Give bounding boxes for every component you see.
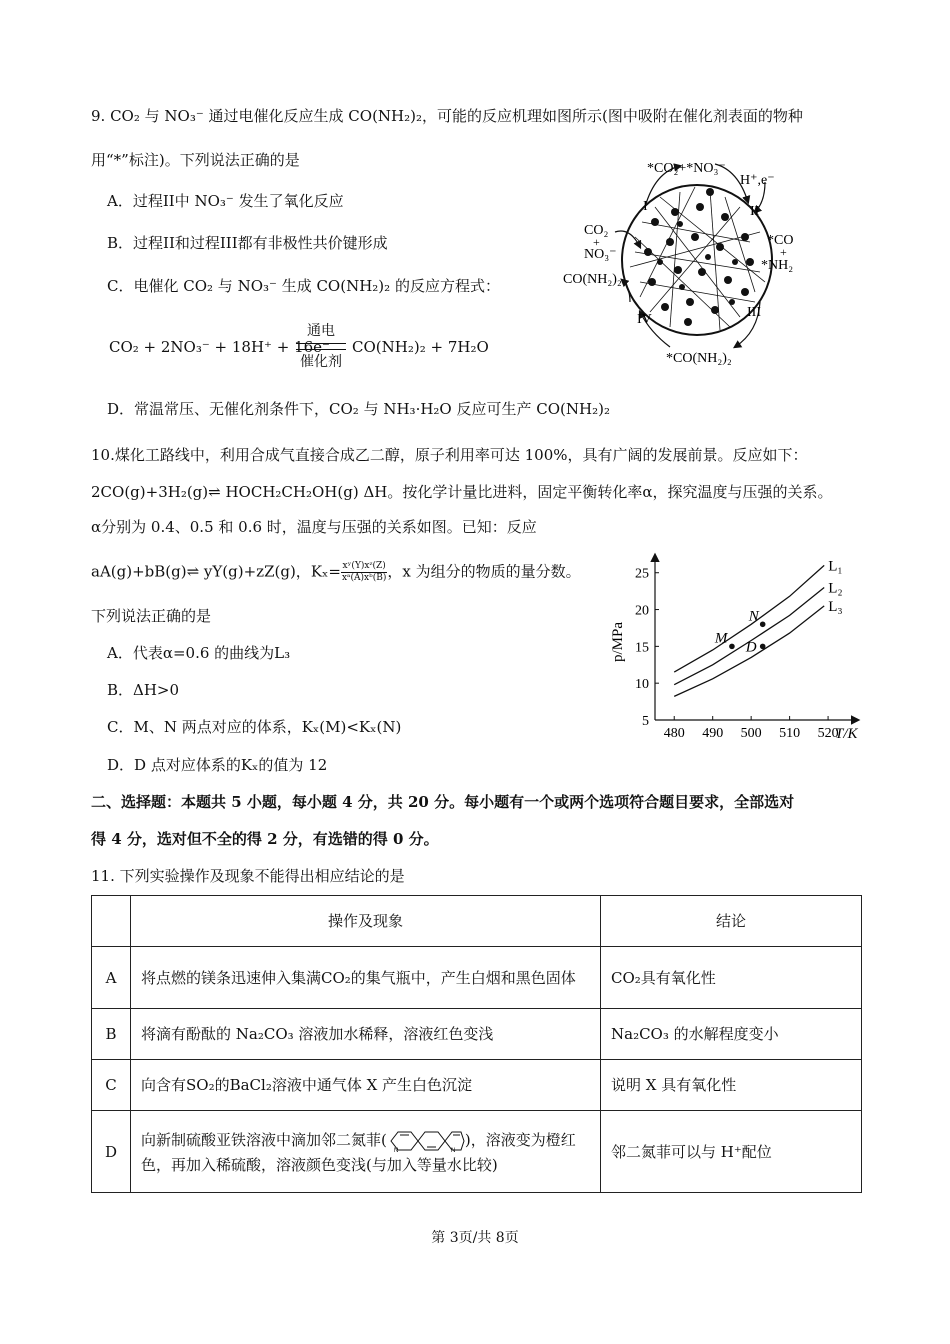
q10-line2: 2CO(g)+3H₂(g)⇌ HOCH₂CH₂OH(g) ΔH。按化学计量比进料，固定平衡转化率α，探究温度与压强的关系。	[91, 483, 833, 501]
point-N	[760, 621, 766, 627]
svg-text:N: N	[450, 1147, 456, 1154]
diagram-label-bottom: *CO(NH₂)₂	[666, 351, 732, 366]
row-operation-part1: 向新制硫酸亚铁溶液中滴加邻二氮菲(	[141, 1130, 387, 1149]
phenanthroline-structure-icon	[387, 1128, 465, 1154]
diagram-label-right1: *CO	[767, 233, 794, 248]
q9-equation-condition-top: 通电	[307, 323, 335, 339]
diagram-label-right-plus: +	[780, 245, 787, 259]
point-label-N: N	[748, 608, 759, 625]
point-D	[760, 644, 766, 650]
q9-stem-cont: 用“*”标注)。下列说法正确的是	[91, 151, 300, 169]
point-M	[729, 644, 735, 650]
y-tick-label: 15	[635, 640, 649, 656]
q10-line4	[91, 561, 581, 584]
diagram-label-left1: CO₂	[584, 223, 609, 238]
table-header-conclusion: 结论	[601, 896, 862, 947]
q10-pressure-temperature-chart	[600, 550, 875, 750]
row-conclusion: Na₂CO₃ 的水解程度变小	[601, 1009, 862, 1060]
section2-line1: 二、选择题：本题共 5 小题，每小题 4 分，共 20 分。每小题有一个或两个选项符合题目要求，全部选对	[91, 793, 795, 811]
diagram-label-I: I	[643, 199, 648, 214]
q9-stem: 9. CO₂ 与 NO₃⁻ 通过电催化反应生成 CO(NH₂)₂，可能的反应机理如图所示(图中吸附在催化剂表面的物种	[91, 107, 803, 125]
row-id: B	[92, 1009, 131, 1060]
q9-option-b: B．过程II和过程III都有非极性共价键形成	[107, 234, 388, 252]
diagram-label-left2: NO₃⁻	[584, 247, 617, 262]
q10-kx-numerator: xʸ(Y)xᶻ(Z)	[342, 561, 386, 571]
q9-option-c: C．电催化 CO₂ 与 NO₃⁻ 生成 CO(NH₂)₂ 的反应方程式：	[107, 277, 500, 295]
y-tick-label: 5	[642, 714, 649, 729]
q10-line4-rest: ，x 为组分的物质的量分数。	[387, 562, 581, 581]
y-axis-label: p/MPa	[610, 621, 626, 662]
row-id: A	[92, 947, 131, 1009]
diagram-label-left3: CO(NH₂)₂	[563, 272, 622, 287]
q9-option-a: A．过程II中 NO₃⁻ 发生了氧化反应	[107, 192, 344, 210]
table-header-operation: 操作及现象	[131, 896, 601, 947]
diagram-label-top: *CO₂+*NO₃⁻	[647, 161, 726, 176]
x-tick-label: 480	[663, 726, 685, 741]
x-tick-label: 520	[817, 726, 839, 741]
diagram-label-left-plus: +	[593, 235, 600, 249]
diagram-label-h-e: H⁺,e⁻	[740, 173, 775, 188]
svg-text:N: N	[393, 1147, 399, 1154]
q9-equation-left: CO₂ + 2NO₃⁻ + 18H⁺ + 16e⁻	[109, 338, 330, 356]
diagram-label-IV: IV	[637, 312, 652, 327]
x-tick-label: 490	[702, 726, 724, 741]
row-operation: 将点燃的镁条迅速伸入集满CO₂的集气瓶中，产生白烟和黑色固体	[131, 947, 601, 1009]
q11-table	[91, 895, 862, 1193]
page-footer: 第 3页/共 8页	[431, 1230, 519, 1246]
q9-option-d: D．常温常压、无催化剂条件下，CO₂ 与 NH₃·H₂O 反应可生产 CO(NH₂)₂	[107, 400, 610, 418]
q10-line3: α分别为 0.4、0.5 和 0.6 时，温度与压强的关系如图。已知：反应	[91, 518, 537, 536]
row-conclusion: CO₂具有氧化性	[601, 947, 862, 1009]
row-conclusion: 邻二氮菲可以与 H⁺配位	[601, 1111, 862, 1193]
table-header-row	[92, 896, 862, 947]
series-label-2: L₂	[828, 580, 843, 597]
row-id: C	[92, 1060, 131, 1111]
q10-line5: 下列说法正确的是	[91, 607, 212, 625]
table-row	[92, 947, 862, 1009]
q10-kx-label: Kₓ=	[310, 562, 341, 581]
y-tick-label: 10	[635, 677, 649, 693]
row-operation: 将滴有酚酞的 Na₂CO₃ 溶液加水稀释，溶液红色变浅	[131, 1009, 601, 1060]
diagram-label-right2: *NH₂	[761, 258, 794, 273]
q10-option-c: C．M、N 两点对应的体系，Kₓ(M)<Kₓ(N)	[107, 718, 402, 736]
q9-equation-condition-bottom: 催化剂	[300, 354, 342, 370]
row-id: D	[92, 1111, 131, 1193]
q10-option-b: B．ΔH>0	[107, 681, 180, 699]
y-tick-label: 20	[635, 603, 649, 619]
series-label-1: L₁	[828, 558, 843, 575]
series-line-2	[674, 588, 824, 685]
table-row	[92, 1060, 862, 1111]
q10-kx-denominator: xᵃ(A)xᵇ(B)	[341, 573, 387, 583]
x-tick-label: 500	[740, 726, 762, 741]
diagram-label-III: III	[747, 305, 761, 320]
q10-option-d: D．D 点对应体系的Kₓ的值为 12	[107, 756, 328, 774]
q9-mechanism-diagram	[560, 152, 820, 368]
table-row	[92, 1009, 862, 1060]
q10-line1: 10.煤化工路线中，利用合成气直接合成乙二醇，原子利用率可达 100%，具有广阔的发展前景。反应如下：	[91, 446, 808, 464]
series-label-3: L₃	[828, 598, 843, 615]
section2-line2: 得 4 分，选对但不全的得 2 分，有选错的得 0 分。	[91, 830, 439, 848]
q11-stem: 11. 下列实验操作及现象不能得出相应结论的是	[91, 867, 405, 885]
row-operation	[131, 1111, 601, 1193]
y-tick-label: 25	[635, 566, 649, 582]
row-operation-part2: )，溶液变为橙红色，再加入稀硫酸，溶液颜色变浅(与加入等量水比较)	[141, 1130, 576, 1174]
q10-kx-fraction	[341, 561, 387, 584]
diagram-label-II: II	[750, 204, 760, 219]
x-tick-label: 510	[779, 726, 801, 741]
q10-reaction-general: aA(g)+bB(g)⇌ yY(g)+zZ(g)，	[91, 562, 311, 581]
row-operation: 向含有SO₂的BaCl₂溶液中通气体 X 产生白色沉淀	[131, 1060, 601, 1111]
row-conclusion: 说明 X 具有氧化性	[601, 1060, 862, 1111]
point-label-D: D	[745, 639, 757, 656]
point-label-M: M	[714, 630, 728, 647]
table-row	[92, 1111, 862, 1193]
q9-equation-equals	[296, 343, 346, 350]
x-axis-label: T/K	[835, 726, 858, 742]
q10-option-a: A．代表α=0.6 的曲线为L₃	[107, 644, 291, 662]
q9-equation-right: CO(NH₂)₂ + 7H₂O	[352, 338, 489, 356]
table-header-id	[92, 896, 131, 947]
